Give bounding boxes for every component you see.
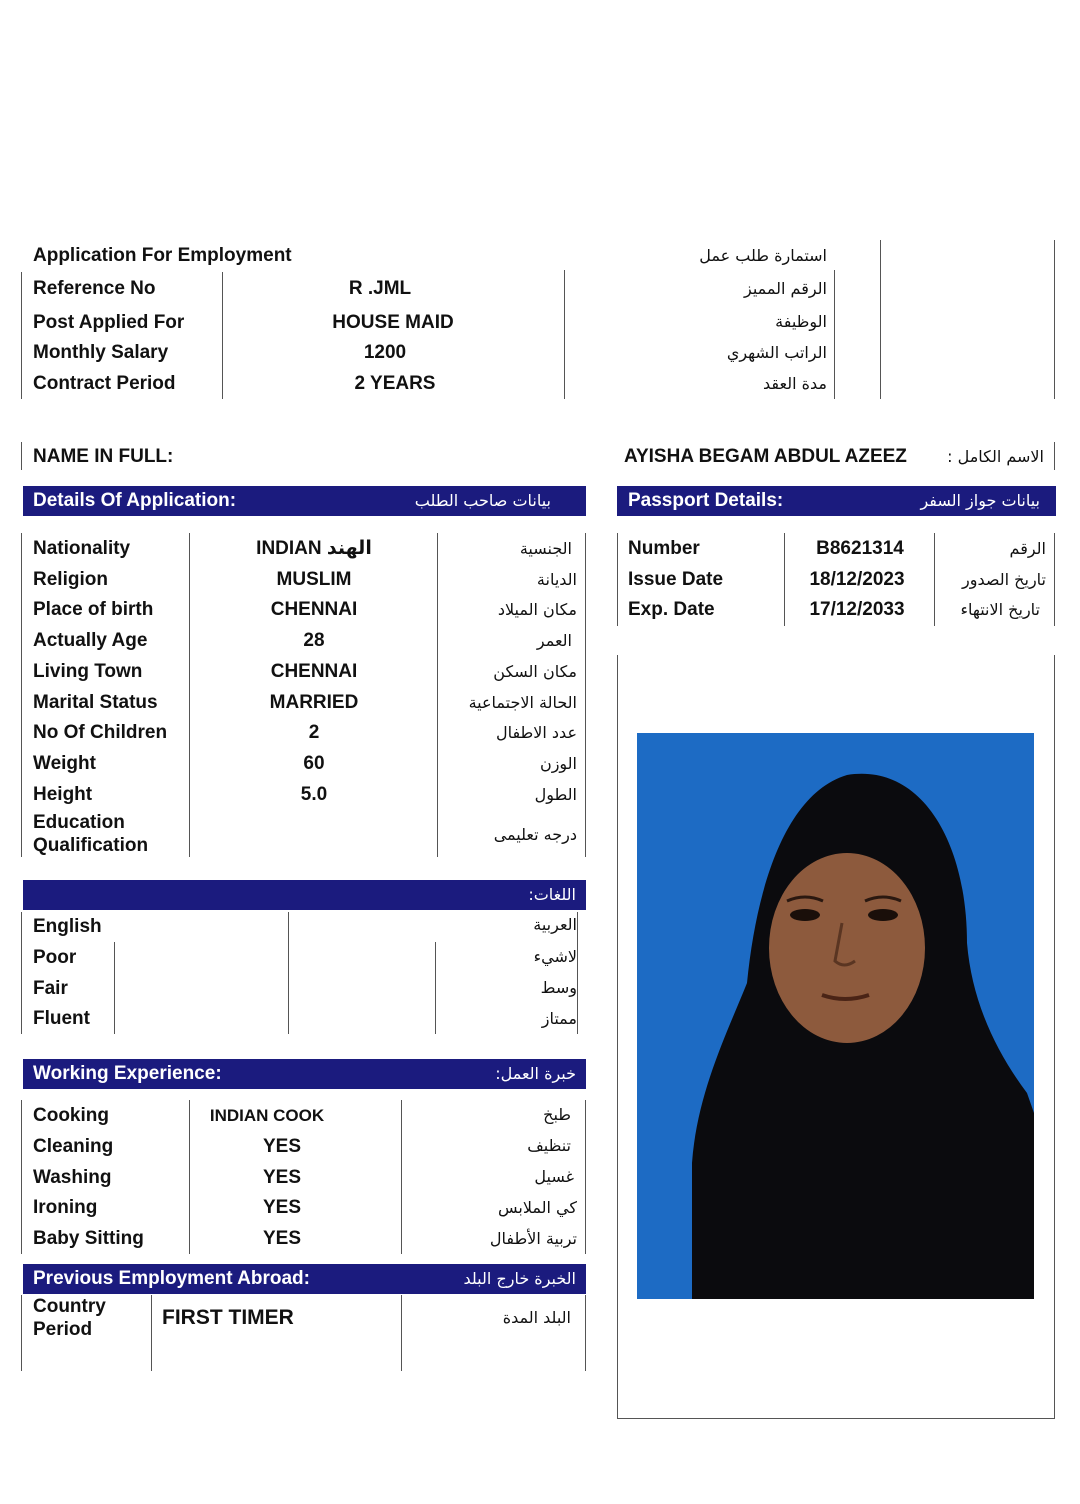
experience-label-ar: كي الملابس <box>497 1198 577 1217</box>
passport-label: Exp. Date <box>628 599 715 620</box>
education-label: Qualification <box>33 835 149 856</box>
details-value: INDIAN الهند <box>256 538 372 559</box>
details-label-ar: الطول <box>534 785 577 804</box>
header-label-ar: مدة العقد <box>763 374 827 393</box>
divider <box>401 1100 402 1254</box>
language-label: Fluent <box>33 1008 90 1029</box>
divider <box>585 533 586 857</box>
divider <box>784 533 785 626</box>
divider <box>617 533 618 626</box>
passport-heading-ar: بيانات جواز السفر <box>920 491 1040 510</box>
header-value: 2 YEARS <box>354 373 436 394</box>
details-label: Place of birth <box>33 599 154 620</box>
passport-value: 18/12/2023 <box>809 569 905 590</box>
experience-label: Washing <box>33 1167 112 1188</box>
divider <box>21 533 22 857</box>
header-value: HOUSE MAID <box>332 312 454 333</box>
header-value: 1200 <box>363 342 407 363</box>
divider <box>564 270 565 399</box>
header-label: Monthly Salary <box>33 342 169 363</box>
divider <box>401 1295 402 1371</box>
divider <box>189 1100 190 1254</box>
experience-label-ar: تنظيف <box>527 1136 571 1155</box>
photo-frame-left <box>617 655 618 1419</box>
details-label-ar: الديانة <box>536 570 577 589</box>
details-value: CHENNAI <box>270 661 358 682</box>
photo-frame-bottom <box>617 1418 1055 1419</box>
header-label: Post Applied For <box>33 312 185 333</box>
passport-label: Issue Date <box>628 569 724 590</box>
experience-label: Cooking <box>33 1105 109 1126</box>
passport-label-ar: تاريخ الانتهاء <box>960 600 1040 619</box>
details-label-ar: عدد الاطفال <box>495 723 577 742</box>
details-label: No Of Children <box>33 722 168 743</box>
language-label: English <box>33 916 102 937</box>
header-label-ar: الوظيفة <box>775 312 827 331</box>
experience-label-ar: غسيل <box>534 1167 574 1186</box>
divider <box>21 442 22 470</box>
form-title-ar: استمارة طلب عمل <box>699 246 827 265</box>
header-label-ar: الراتب الشهري <box>726 343 827 362</box>
full-name-value: AYISHA BEGAM ABDUL AZEEZ <box>624 446 907 467</box>
divider <box>222 272 223 399</box>
divider <box>189 533 190 857</box>
full-name-label: NAME IN FULL: <box>33 446 174 467</box>
details-heading: Details Of Application: <box>33 490 237 511</box>
experience-value: INDIAN COOK <box>209 1106 325 1125</box>
divider <box>21 1295 22 1371</box>
divider <box>21 1100 22 1254</box>
details-label: Marital Status <box>33 692 158 713</box>
language-label-ar: ممتاز <box>541 1009 577 1028</box>
experience-label-ar: تربية الأطفال <box>489 1229 577 1248</box>
details-label: Weight <box>33 753 96 774</box>
languages-heading-ar: اللغات: <box>528 885 576 904</box>
passport-value: 17/12/2033 <box>809 599 905 620</box>
language-label-ar: لاشيء <box>533 947 577 966</box>
divider <box>21 912 22 1034</box>
language-label: Poor <box>33 947 77 968</box>
divider <box>834 270 835 399</box>
previous-heading: Previous Employment Abroad: <box>33 1268 310 1289</box>
education-label-ar: درجه تعليمى <box>493 825 577 844</box>
divider <box>577 912 578 1034</box>
divider <box>585 1100 586 1254</box>
full-name-label-ar: الاسم الكامل : <box>947 447 1044 466</box>
previous-value: FIRST TIMER <box>162 1306 294 1329</box>
passport-label: Number <box>628 538 700 559</box>
experience-value: YES <box>262 1228 302 1249</box>
details-value: 2 <box>308 722 320 743</box>
experience-label: Baby Sitting <box>33 1228 144 1249</box>
divider <box>437 533 438 857</box>
experience-value: YES <box>262 1197 302 1218</box>
divider <box>1054 533 1055 626</box>
experience-heading-bar <box>23 1059 586 1089</box>
details-label: Religion <box>33 569 108 590</box>
photo-frame-right <box>1054 655 1055 1419</box>
passport-heading: Passport Details: <box>628 490 784 511</box>
languages-heading-bar <box>23 880 586 910</box>
divider <box>114 942 115 1034</box>
details-value: MUSLIM <box>276 569 352 590</box>
header-label: Reference No <box>33 278 156 299</box>
experience-heading-ar: خبرة العمل: <box>495 1064 576 1083</box>
details-label: Actually Age <box>33 630 148 651</box>
details-label-ar: الجنسية <box>519 539 572 558</box>
divider <box>288 912 289 1034</box>
divider <box>21 272 22 399</box>
details-label: Living Town <box>33 661 143 682</box>
language-label: Fair <box>33 978 68 999</box>
divider <box>1054 442 1055 470</box>
experience-label: Ironing <box>33 1197 98 1218</box>
language-label-ar: العربية <box>533 915 577 934</box>
previous-heading-bar <box>23 1264 586 1294</box>
details-label: Height <box>33 784 93 805</box>
passport-heading-bar <box>617 486 1056 516</box>
portrait-illustration <box>637 733 1034 1299</box>
details-value: 28 <box>303 630 325 651</box>
experience-label-ar: طبخ <box>543 1105 571 1124</box>
language-label-ar: وسط <box>540 978 577 997</box>
details-value: MARRIED <box>269 692 359 713</box>
experience-value: YES <box>262 1167 302 1188</box>
divider <box>435 942 436 1034</box>
header-label-ar: الرقم المميز <box>743 279 827 298</box>
details-value: CHENNAI <box>270 599 358 620</box>
divider <box>151 1295 152 1371</box>
education-label: Education <box>33 812 125 833</box>
passport-label-ar: تاريخ الصدور <box>962 570 1046 589</box>
experience-label: Cleaning <box>33 1136 114 1157</box>
details-label: Nationality <box>33 538 131 559</box>
divider <box>880 240 881 399</box>
details-label-ar: الحالة الاجتماعية <box>468 693 577 712</box>
form-title-en: Application For Employment <box>33 245 292 266</box>
header-value: R .JML <box>348 278 412 299</box>
experience-value: YES <box>262 1136 302 1157</box>
passport-value: B8621314 <box>816 538 904 559</box>
previous-heading-ar: الخبرة خارج البلد <box>463 1269 576 1288</box>
applicant-photo <box>637 733 1034 1299</box>
previous-period-label: Period <box>33 1319 93 1340</box>
divider <box>1054 240 1055 399</box>
experience-heading: Working Experience: <box>33 1063 222 1084</box>
previous-label-ar: البلد المدة <box>502 1308 571 1327</box>
details-heading-ar: بيانات صاحب الطلب <box>414 491 551 510</box>
header-label: Contract Period <box>33 373 176 394</box>
details-label-ar: مكان السكن <box>493 662 577 681</box>
divider <box>934 533 935 626</box>
details-heading-bar <box>23 486 586 516</box>
details-label-ar: الوزن <box>539 754 577 773</box>
passport-label-ar: الرقم <box>1009 539 1046 558</box>
details-value: 5.0 <box>300 784 328 805</box>
details-label-ar: مكان الميلاد <box>497 600 577 619</box>
details-value: 60 <box>303 753 325 774</box>
details-label-ar: العمر <box>536 631 572 650</box>
divider <box>585 1295 586 1371</box>
previous-country-label: Country <box>33 1296 106 1317</box>
